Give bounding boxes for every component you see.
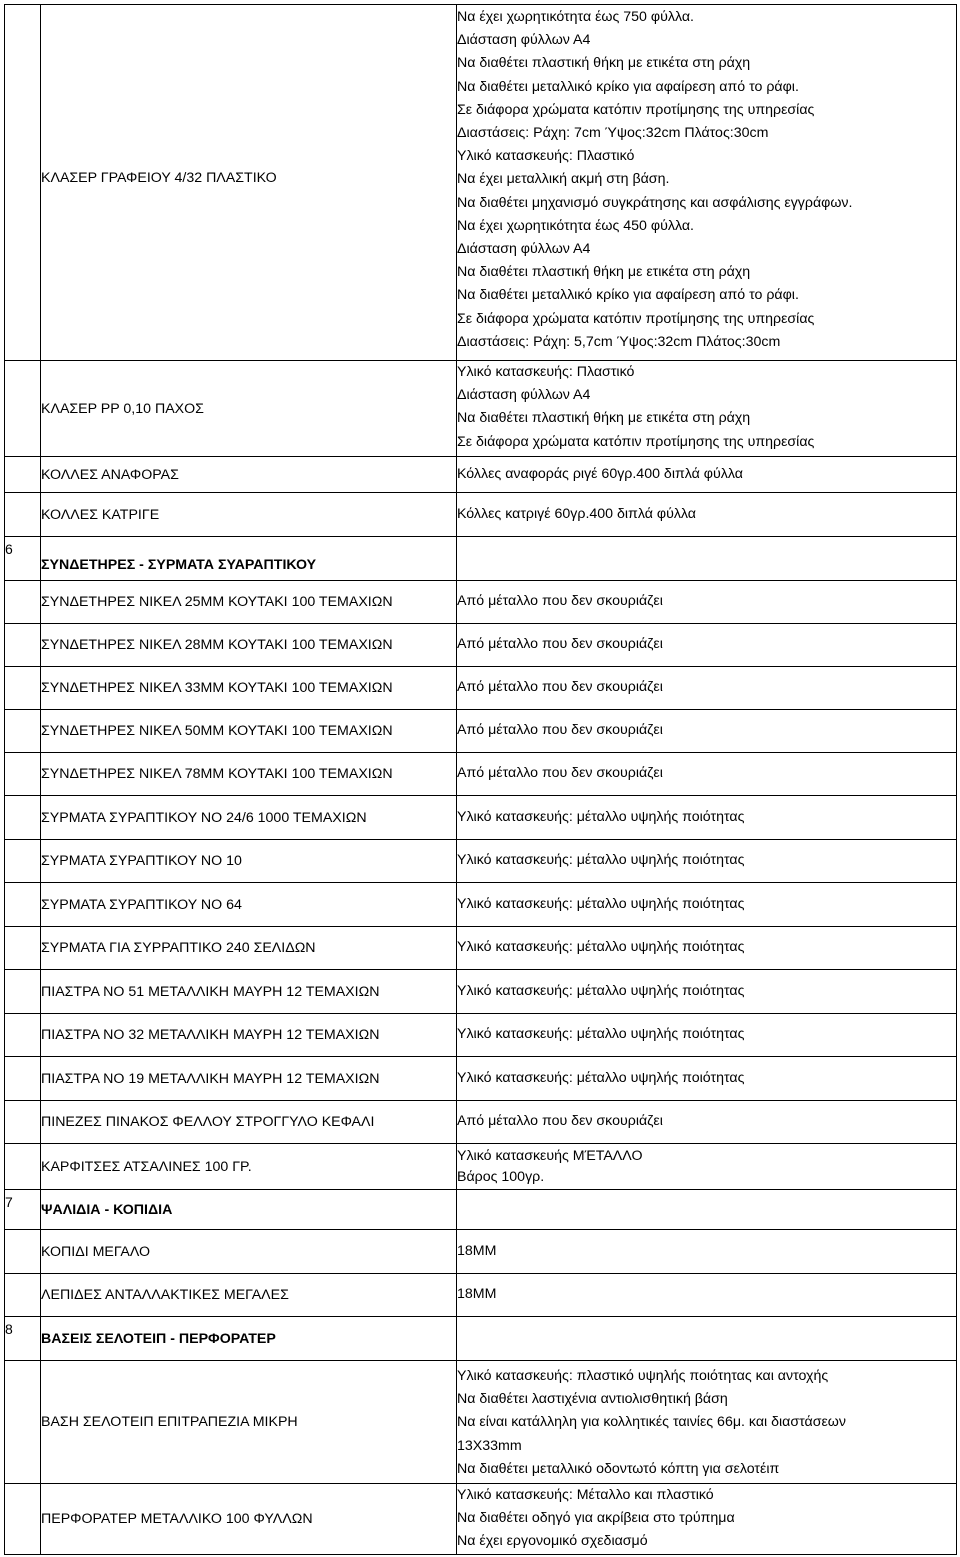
item-name: ΣΥΝΔΕΤΗΡΕΣ ΝΙΚΕΛ 28ΜΜ ΚΟΥΤΑΚΙ 100 ΤΕΜΑΧΙΩΝ — [41, 624, 457, 667]
item-name: ΣΥΝΔΕΤΗΡΕΣ ΝΙΚΕΛ 25ΜΜ ΚΟΥΤΑΚΙ 100 ΤΕΜΑΧΙΩΝ — [41, 581, 457, 624]
item-description: Υλικό κατασκευής: μέταλλο υψηλής ποιότητας — [457, 1057, 957, 1101]
item-name: ΠΙΑΣΤΡΑ ΝΟ 19 ΜΕΤΑΛΛΙΚΗ ΜΑΥΡΗ 12 ΤΕΜΑΧΙΩΝ — [41, 1057, 457, 1101]
table-row — [5, 710, 957, 753]
table-row — [5, 1484, 957, 1555]
table-row — [5, 1230, 957, 1274]
specifications-table — [4, 4, 957, 1555]
item-name: ΚΟΛΛΕΣ ΑΝΑΦΟΡΑΣ — [41, 457, 457, 493]
section-number-cell — [5, 361, 41, 457]
table-row — [5, 1101, 957, 1144]
item-name: ΚΟΛΛΕΣ ΚΑΤΡΙΓΕ — [41, 493, 457, 537]
item-description — [457, 1190, 957, 1230]
item-name: ΚΑΡΦΙΤΣΕΣ ΑΤΣΑΛΙΝΕΣ 100 ΓΡ. — [41, 1144, 457, 1190]
item-name: ΣΥΝΔΕΤΗΡΕΣ ΝΙΚΕΛ 33ΜΜ ΚΟΥΤΑΚΙ 100 ΤΕΜΑΧΙΩΝ — [41, 667, 457, 710]
table-row — [5, 581, 957, 624]
item-description: Υλικό κατασκευής: Μέταλλο και πλαστικό Να διαθέτει οδηγό για ακρίβεια στο τρύπημα Να έχει εργονομικό σχεδιασμό — [457, 1484, 957, 1555]
item-description: Υλικό κατασκευής: Πλαστικό Διάσταση φύλλων Α4 Να διαθέτει πλαστική θήκη με ετικέτα στη ράχη Σε διάφορα χρώματα κατόπιν προτίμησης της υπηρεσίας — [457, 361, 957, 457]
section-row — [5, 1317, 957, 1361]
item-description — [457, 1317, 957, 1361]
table-row — [5, 970, 957, 1014]
item-description: Από μέταλλο που δεν σκουριάζει — [457, 667, 957, 710]
item-description: 18ΜΜ — [457, 1274, 957, 1317]
item-name: ΣΥΡΜΑΤΑ ΣΥΡΑΠΤΙΚΟΥ ΝΟ 10 — [41, 840, 457, 883]
section-title: ΒΑΣΕΙΣ ΣΕΛΟΤΕΙΠ - ΠΕΡΦΟΡΑΤΕΡ — [41, 1317, 457, 1361]
item-description: Από μέταλλο που δεν σκουριάζει — [457, 753, 957, 796]
section-number-cell — [5, 927, 41, 970]
item-name: ΠΙΑΣΤΡΑ ΝΟ 32 ΜΕΤΑΛΛΙΚΗ ΜΑΥΡΗ 12 ΤΕΜΑΧΙΩΝ — [41, 1014, 457, 1057]
section-number-cell — [5, 1361, 41, 1484]
section-number-cell — [5, 1274, 41, 1317]
section-number-cell — [5, 1230, 41, 1274]
item-description: Υλικό κατασκευής: μέταλλο υψηλής ποιότητας — [457, 970, 957, 1014]
item-description: Από μέταλλο που δεν σκουριάζει — [457, 624, 957, 667]
table-row — [5, 1057, 957, 1101]
item-description: 18ΜΜ — [457, 1230, 957, 1274]
item-description: Κόλλες κατριγέ 60γρ.400 διπλά φύλλα — [457, 493, 957, 537]
item-description: Από μέταλλο που δεν σκουριάζει — [457, 581, 957, 624]
section-row — [5, 1190, 957, 1230]
item-name: ΚΛΑΣΕΡ PP 0,10 ΠΑΧΟΣ — [41, 361, 457, 457]
section-number-cell — [5, 710, 41, 753]
table-row — [5, 624, 957, 667]
table-row — [5, 5, 957, 361]
item-name: ΚΟΠΙΔΙ ΜΕΓΑΛΟ — [41, 1230, 457, 1274]
table-row — [5, 1274, 957, 1317]
item-description: Υλικό κατασκευής ΜΈΤΑΛΛΟ Βάρος 100γρ. — [457, 1144, 957, 1190]
item-name: ΣΥΡΜΑΤΑ ΓΙΑ ΣΥΡΡΑΠΤΙΚΟ 240 ΣΕΛΙΔΩΝ — [41, 927, 457, 970]
item-description: Από μέταλλο που δεν σκουριάζει — [457, 710, 957, 753]
section-number-cell — [5, 753, 41, 796]
table-row — [5, 927, 957, 970]
section-number-cell — [5, 493, 41, 537]
section-number: 8 — [5, 1317, 41, 1361]
item-description: Υλικό κατασκευής: πλαστικό υψηλής ποιότητας και αντοχής Να διαθέτει λαστιχένια αντιολισθητική βάση Να είναι κατάλληλη για κολλητικές ταινίες 66μ. και διαστάσεων 13Χ33mm Να διαθέτει μεταλλικό οδοντωτό κόπτη για σελοτέιπ — [457, 1361, 957, 1484]
section-number-cell — [5, 667, 41, 710]
item-description: Να έχει χωρητικότητα έως 750 φύλλα. Διάσταση φύλλων Α4 Να διαθέτει πλαστική θήκη με ετικέτα στη ράχη Να διαθέτει μεταλλικό κρίκο για αφαίρεση από το ράφι. Σε διάφορα χρώματα κατόπιν προτίμησης της υπηρεσίας Διαστάσεις: Ράχη: 7cm Ύψος:32cm Πλάτος:30cm Υλικό κατασκευής: Πλαστικό Να έχει μεταλλική ακμή στη βάση. Να διαθέτει μηχανισμό συγκράτησης και ασφάλισης εγγράφων. Να έχει χωρητικότητα έως 450 φύλλα. Διάσταση φύλλων Α4 Να διαθέτει πλαστική θήκη με ετικέτα στη ράχη Να διαθέτει μεταλλικό κρίκο για αφαίρεση από το ράφι. Σε διάφορα χρώματα κατόπιν προτίμησης της υπηρεσίας Διαστάσεις: Ράχη: 5,7cm Ύψος:32cm Πλάτος:30cm — [457, 5, 957, 361]
item-description: Υλικό κατασκευής: μέταλλο υψηλής ποιότητας — [457, 796, 957, 840]
table-row — [5, 1361, 957, 1484]
section-number-cell — [5, 1014, 41, 1057]
item-name: ΚΛΑΣΕΡ ΓΡΑΦΕΙΟΥ 4/32 ΠΛΑΣΤΙΚΟ — [41, 5, 457, 361]
section-title: ΣΥΝΔΕΤΗΡΕΣ - ΣΥΡΜΑΤΑ ΣΥΑΡΑΠΤΙΚΟΥ — [41, 537, 457, 581]
table-row — [5, 493, 957, 537]
section-title: ΨΑΛΙΔΙΑ - ΚΟΠΙΔΙΑ — [41, 1190, 457, 1230]
section-number-cell — [5, 1484, 41, 1555]
section-number-cell — [5, 1144, 41, 1190]
item-name: ΣΥΝΔΕΤΗΡΕΣ ΝΙΚΕΛ 50ΜΜ ΚΟΥΤΑΚΙ 100 ΤΕΜΑΧΙΩΝ — [41, 710, 457, 753]
section-number-cell — [5, 457, 41, 493]
section-number-cell — [5, 796, 41, 840]
item-description: Υλικό κατασκευής: μέταλλο υψηλής ποιότητας — [457, 840, 957, 883]
table-row — [5, 1014, 957, 1057]
table-row — [5, 796, 957, 840]
section-number-cell — [5, 1101, 41, 1144]
table-row — [5, 753, 957, 796]
item-name: ΠΙΝΕΖΕΣ ΠΙΝΑΚΟΣ ΦΕΛΛΟΥ ΣΤΡΟΓΓΥΛΟ ΚΕΦΑΛΙ — [41, 1101, 457, 1144]
section-number-cell — [5, 1057, 41, 1101]
table-row — [5, 667, 957, 710]
item-description: Από μέταλλο που δεν σκουριάζει — [457, 1101, 957, 1144]
item-name: ΠΕΡΦΟΡΑΤΕΡ ΜΕΤΑΛΛΙΚΟ 100 ΦΥΛΛΩΝ — [41, 1484, 457, 1555]
section-number: 6 — [5, 537, 41, 581]
item-description: Κόλλες αναφοράς ριγέ 60γρ.400 διπλά φύλλα — [457, 457, 957, 493]
item-name: ΒΑΣΗ ΣΕΛΟΤΕΙΠ ΕΠΙΤΡΑΠΕΖΙΑ ΜΙΚΡΗ — [41, 1361, 457, 1484]
item-name: ΣΥΝΔΕΤΗΡΕΣ ΝΙΚΕΛ 78ΜΜ ΚΟΥΤΑΚΙ 100 ΤΕΜΑΧΙΩΝ — [41, 753, 457, 796]
table-row — [5, 1144, 957, 1190]
item-name: ΣΥΡΜΑΤΑ ΣΥΡΑΠΤΙΚΟΥ ΝΟ 64 — [41, 883, 457, 927]
section-number-cell — [5, 970, 41, 1014]
item-name: ΛΕΠΙΔΕΣ ΑΝΤΑΛΛΑΚΤΙΚΕΣ ΜΕΓΑΛΕΣ — [41, 1274, 457, 1317]
table-row — [5, 457, 957, 493]
section-number-cell — [5, 883, 41, 927]
section-row — [5, 537, 957, 581]
table-row — [5, 361, 957, 457]
item-name: ΣΥΡΜΑΤΑ ΣΥΡΑΠΤΙΚΟΥ ΝΟ 24/6 1000 ΤΕΜΑΧΙΩΝ — [41, 796, 457, 840]
item-description: Υλικό κατασκευής: μέταλλο υψηλής ποιότητας — [457, 927, 957, 970]
section-number: 7 — [5, 1190, 41, 1230]
table-row — [5, 840, 957, 883]
item-name: ΠΙΑΣΤΡΑ ΝΟ 51 ΜΕΤΑΛΛΙΚΗ ΜΑΥΡΗ 12 ΤΕΜΑΧΙΩΝ — [41, 970, 457, 1014]
item-description — [457, 537, 957, 581]
item-description: Υλικό κατασκευής: μέταλλο υψηλής ποιότητας — [457, 883, 957, 927]
table-row — [5, 883, 957, 927]
item-description: Υλικό κατασκευής: μέταλλο υψηλής ποιότητας — [457, 1014, 957, 1057]
section-number-cell — [5, 840, 41, 883]
section-number-cell — [5, 5, 41, 361]
section-number-cell — [5, 581, 41, 624]
section-number-cell — [5, 624, 41, 667]
